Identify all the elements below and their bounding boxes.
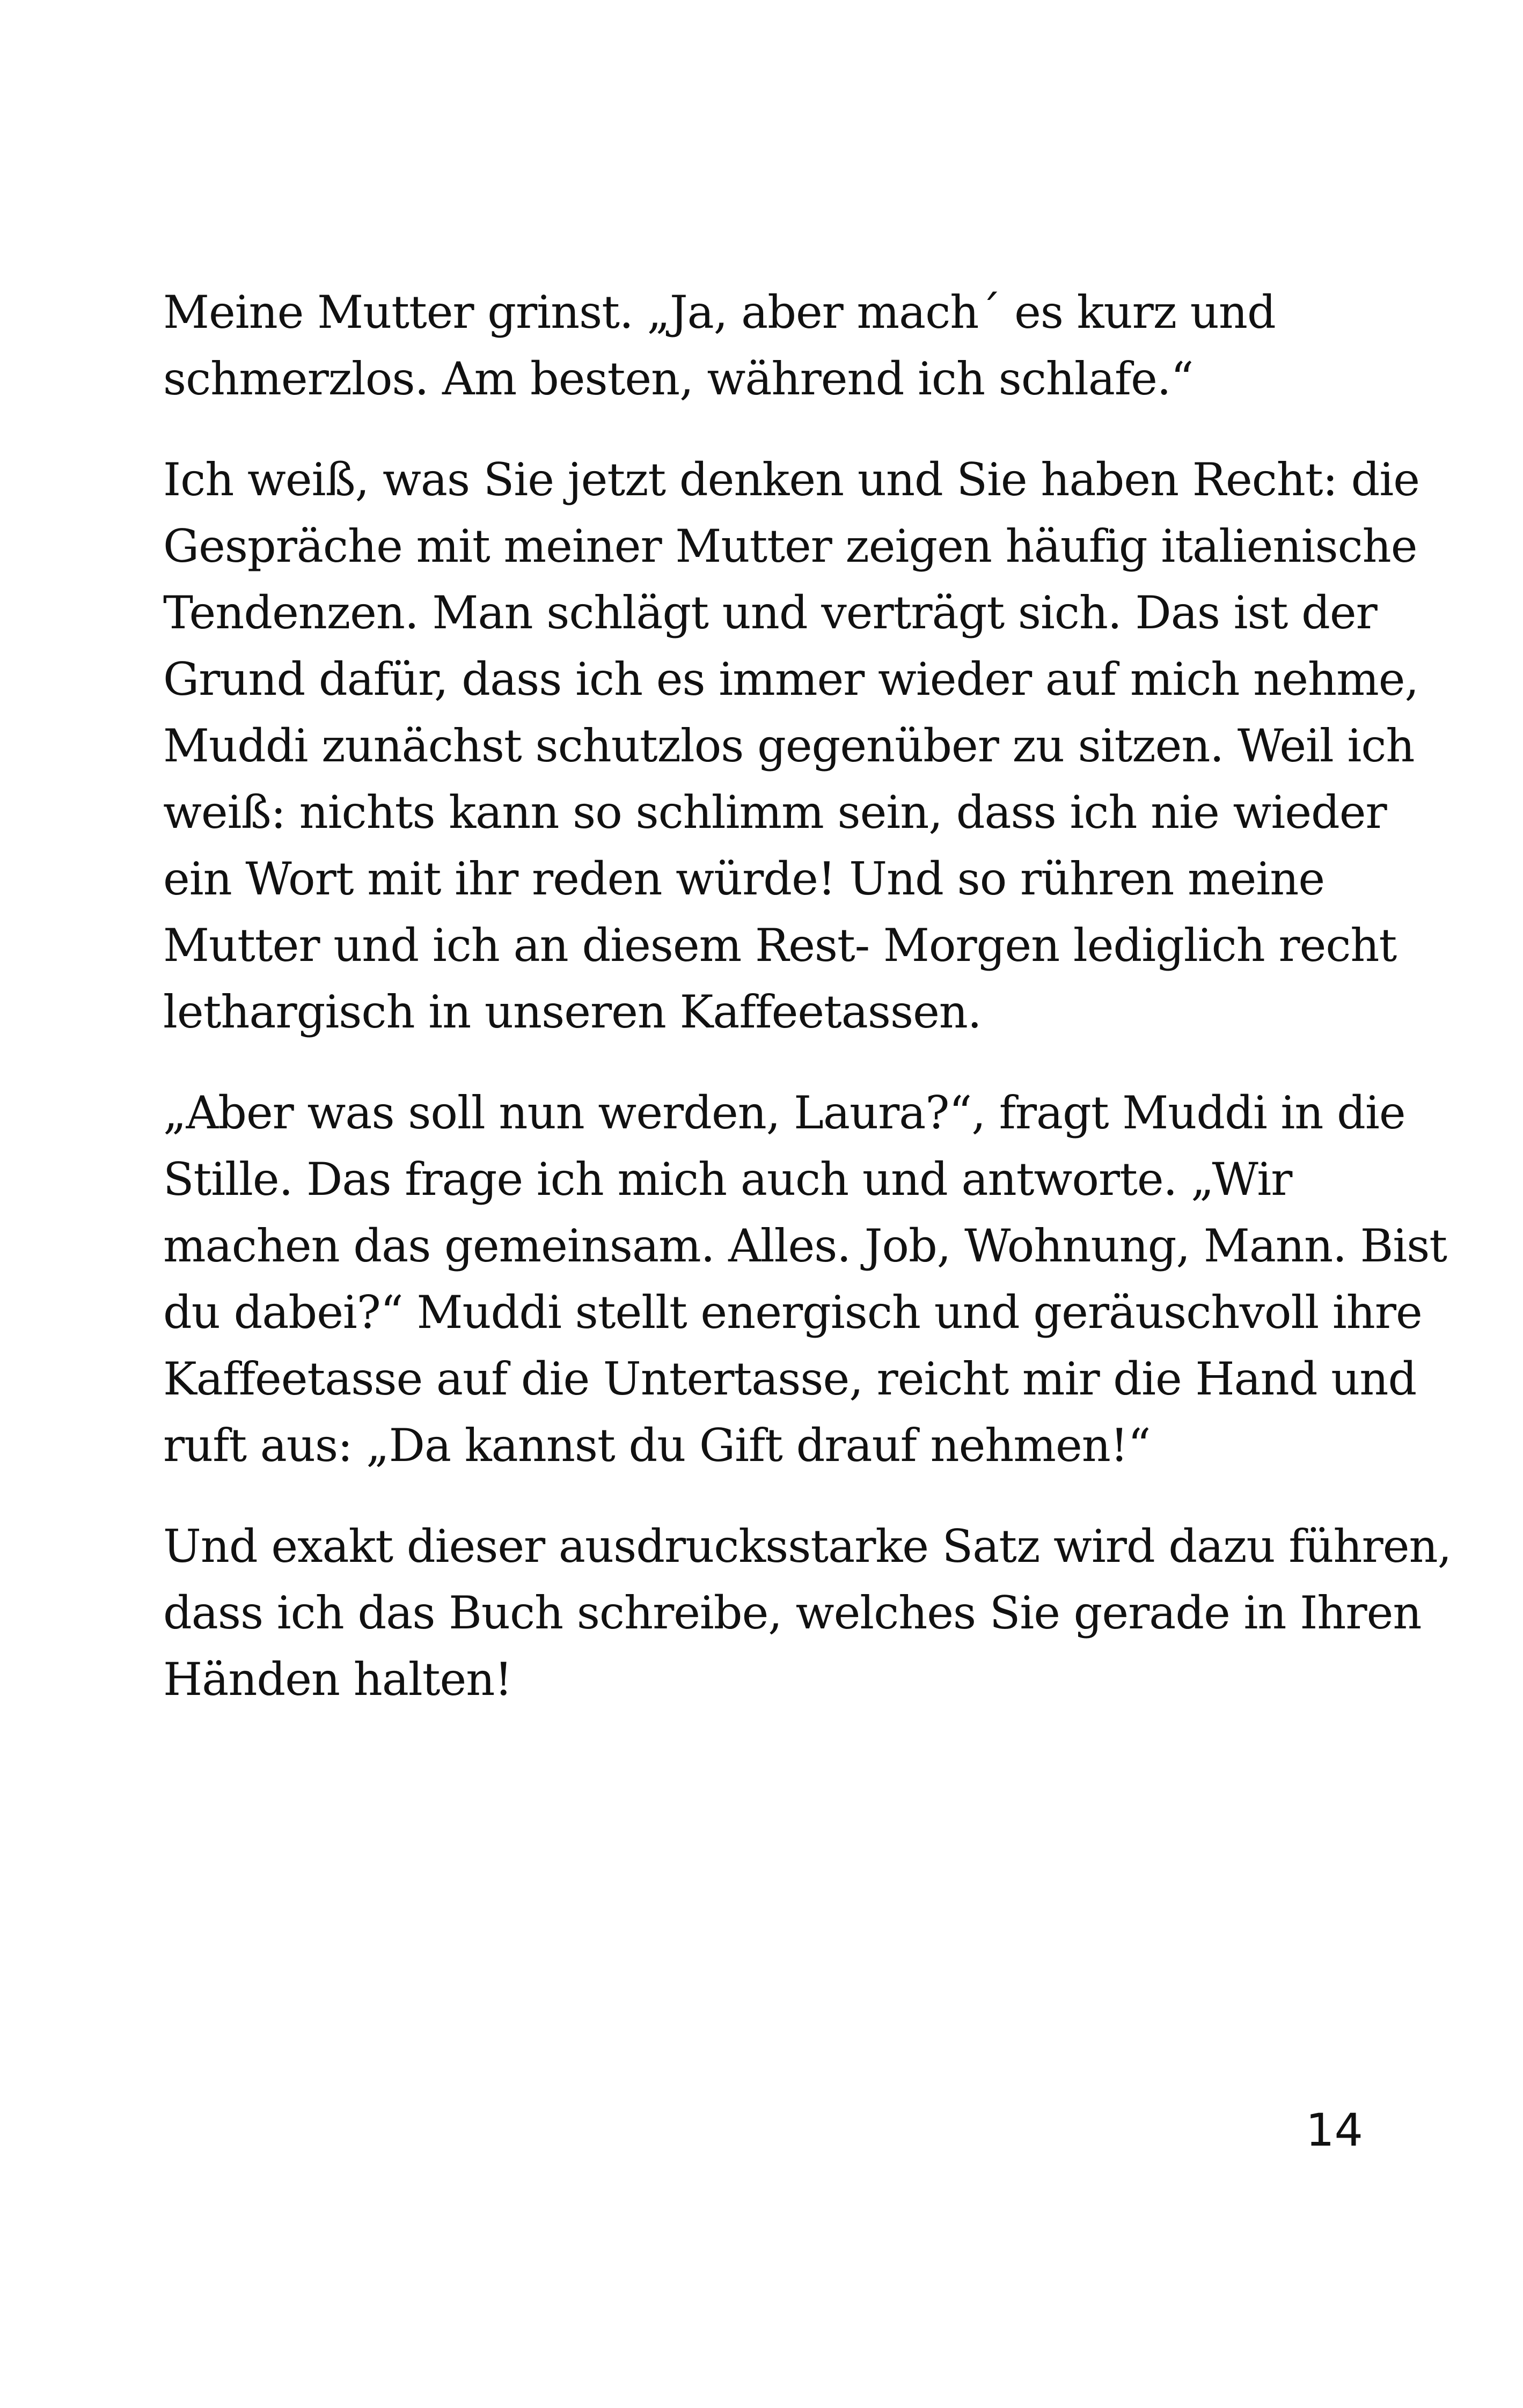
text-line: du dabei?“ Muddi stellt energisch und geräuschvoll ihre (163, 1286, 1422, 1339)
paragraph (163, 279, 1365, 412)
text-line: Kaffeetasse auf die Untertasse, reicht mir die Hand und (163, 1353, 1417, 1405)
text-line: Meine Mutter grinst. „Ja, aber mach´ es kurz und (163, 286, 1276, 339)
text-line: Stille. Das frage ich mich auch und antworte. „Wir (163, 1153, 1292, 1206)
text-line: dass ich das Buch schreibe, welches Sie gerade in Ihren (163, 1587, 1422, 1639)
text-line: „Aber was soll nun werden, Laura?“, fragt Muddi in die (163, 1086, 1405, 1139)
page-number: 14 (1306, 2104, 1363, 2156)
text-line: Ich weiß, was Sie jetzt denken und Sie haben Recht: die (163, 453, 1420, 506)
text-line: Muddi zunächst schutzlos gegenüber zu sitzen. Weil ich (163, 720, 1415, 772)
text-line: Tendenzen. Man schlägt und verträgt sich. Das ist der (163, 586, 1377, 639)
text-line: Gespräche mit meiner Mutter zeigen häufig italienische (163, 520, 1417, 572)
text-line: schmerzlos. Am besten, während ich schlafe.“ (163, 353, 1193, 405)
text-line: machen das gemeinsam. Alles. Job, Wohnung, Mann. Bist (163, 1220, 1447, 1272)
text-line: Und exakt dieser ausdrucksstarke Satz wird dazu führen, (163, 1520, 1452, 1573)
body-text (163, 279, 1452, 1747)
text-line: Grund dafür, dass ich es immer wieder auf mich nehme, (163, 653, 1419, 706)
text-line: ein Wort mit ihr reden würde! Und so rühren meine (163, 853, 1325, 905)
paragraph (163, 446, 1420, 1045)
paragraph (163, 1080, 1447, 1479)
text-line: weiß: nichts kann so schlimm sein, dass ich nie wieder (163, 786, 1387, 839)
paragraph (163, 1513, 1452, 1713)
text-line: Mutter und ich an diesem Rest- Morgen lediglich recht (163, 919, 1397, 972)
text-line: ruft aus: „Da kannst du Gift drauf nehmen!“ (163, 1419, 1151, 1472)
text-line: lethargisch in unseren Kaffeetassen. (163, 986, 982, 1038)
text-line: Händen halten! (163, 1653, 512, 1706)
